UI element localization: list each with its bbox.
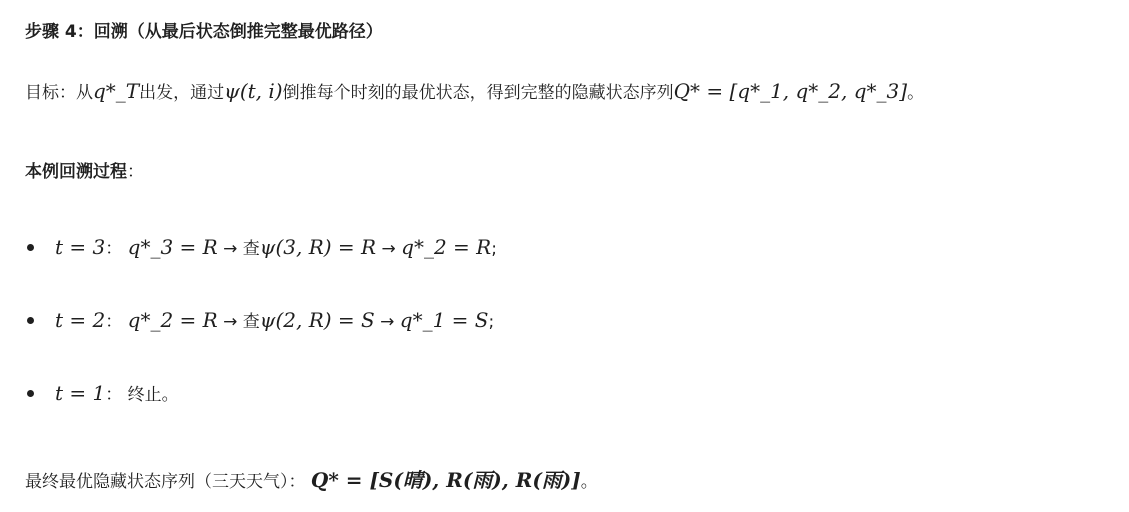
step-lookup: 查 xyxy=(242,312,260,332)
step-formula2: ψ(3, R) = R xyxy=(259,235,377,259)
final-result xyxy=(25,465,598,497)
backtrack-subheading xyxy=(25,158,144,186)
final-end: 。 xyxy=(580,472,598,492)
goal-Q: Q* = [q*_1, q*_2, q*_3] xyxy=(673,79,908,103)
arrow-icon: → xyxy=(223,312,238,332)
list-item xyxy=(25,375,497,412)
step-colon: ： xyxy=(105,239,123,259)
step-formula3: q*_2 = R xyxy=(401,235,492,259)
list-item xyxy=(25,302,497,339)
step-formula2: ψ(2, R) = S xyxy=(259,308,375,332)
arrow-icon: → xyxy=(223,239,238,259)
step-heading: 步骤 4：回溯（从最后状态倒推完整最优路径） xyxy=(25,22,383,42)
backtrack-steps-list xyxy=(25,229,497,448)
list-item xyxy=(25,229,497,266)
step-t: t = 2 xyxy=(55,308,106,332)
goal-mid1: 出发，通过 xyxy=(139,83,225,103)
step-lookup: 查 xyxy=(242,239,260,259)
step-text: 终止。 xyxy=(127,385,179,405)
step-t: t = 1 xyxy=(55,381,106,405)
arrow-icon: → xyxy=(380,312,395,332)
subhead-strong: 本例回溯过程 xyxy=(25,162,127,182)
goal-psi: ψ(t, i) xyxy=(224,79,283,103)
goal-mid2: 倒推每个时刻的最优状态，得到完整的隐藏状态序列 xyxy=(282,83,674,103)
bullet-icon xyxy=(27,390,34,397)
step-end: ; xyxy=(491,239,497,259)
arrow-icon: → xyxy=(381,239,396,259)
step-formula1: q*_2 = R xyxy=(127,308,218,332)
step-t: t = 3 xyxy=(55,235,106,259)
step-end: ; xyxy=(488,312,495,332)
subhead-colon: ： xyxy=(127,162,144,182)
step-colon: ： xyxy=(105,312,123,332)
bullet-icon xyxy=(27,244,34,251)
final-formula: Q* = [S(晴), R(雨), R(雨)] xyxy=(310,468,581,492)
bullet-icon xyxy=(27,317,34,324)
goal-end: 。 xyxy=(907,83,925,103)
goal-paragraph xyxy=(25,76,924,108)
final-label: 最终最优隐藏状态序列（三天天气）： xyxy=(25,472,306,492)
step-formula1: q*_3 = R xyxy=(127,235,218,259)
step-formula3: q*_1 = S xyxy=(399,308,489,332)
goal-q-T: q*_T xyxy=(93,79,140,103)
goal-prefix: 目标：从 xyxy=(25,83,93,103)
step-colon: ： xyxy=(105,385,123,405)
